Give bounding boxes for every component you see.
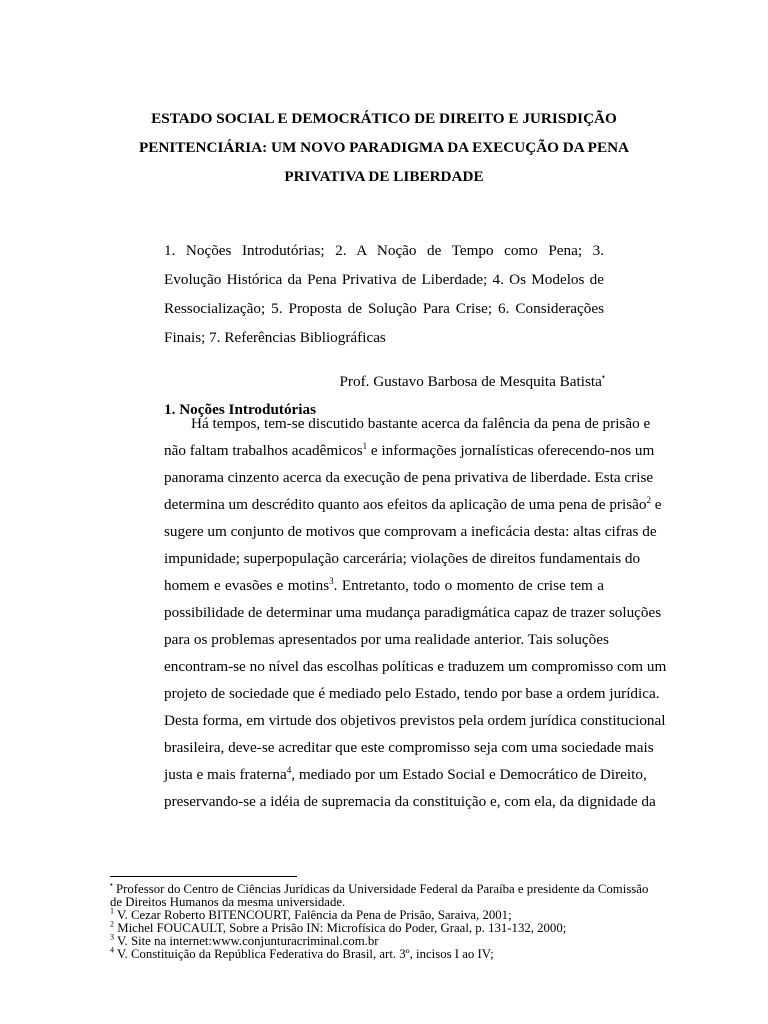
footnote-4: $^4$ V. Constituição da República Federativa do Brasil, art. 3º, incisos I ao IV;: [110, 945, 494, 961]
footnote-author: • Professor do Centro de Ciências Jurídicas da Universidade Federal da Paraíba e presidente da Comissão de Direitos Humanos da mesma universidade.: [110, 880, 649, 909]
title-line-3: PRIVATIVA DE LIBERDADE: [284, 168, 484, 185]
body-line: Há tempos, tem-se discutido bastante acerca da falência da pena de prisão e: [191, 415, 651, 432]
toc-line-3: Ressocialização; 5. Proposta de Solução Para Crise; 6. Considerações: [164, 300, 604, 317]
footnote-number: 2: [110, 919, 114, 929]
footnote-ref: 2: [646, 494, 651, 505]
body-line: projeto de sociedade que é mediado pelo Estado, tendo por base a ordem jurídica.: [164, 685, 660, 702]
body-paragraph: [164, 410, 667, 815]
footnote-ref: 3: [329, 575, 334, 586]
section-heading: 1. Noções Introdutórias: [164, 401, 317, 418]
body-line: homem e evasões e motins$^3$. Entretanto, todo o momento de crise tem a: [164, 575, 604, 594]
footnote-2: $^2$ Michel FOUCAULT, Sobre a Prisão IN: Microfísica do Poder, Graal, p. 131-132, 2000;: [110, 919, 567, 935]
body-line: não faltam trabalhos acadêmicos$^1$ e informações jornalísticas oferecendo-nos um: [164, 440, 655, 459]
footnote-number: 3: [110, 932, 114, 942]
body-line: Desta forma, em virtude dos objetivos previstos pela ordem jurídica constitucional: [164, 712, 666, 729]
footnote-number: 1: [110, 906, 114, 916]
body-line: encontram-se no nível das escolhas políticas e traduzem um compromisso com um: [164, 658, 667, 675]
title-line-1: ESTADO SOCIAL E DEMOCRÁTICO DE DIREITO E JURISDIÇÃO: [151, 110, 617, 127]
footnote-3: $^3$ V. Site na internet:www.conjunturacriminal.com.br: [110, 932, 379, 948]
body-line: panorama cinzento acerca da execução de pena privativa de liberdade. Esta crise: [164, 469, 654, 486]
footnote-number: 4: [110, 945, 114, 955]
toc-line-4: Finais; 7. Referências Bibliográficas: [164, 329, 386, 346]
body-line: preservando-se a idéia de supremacia da constituição e, com ela, da dignidade da: [164, 793, 656, 810]
toc-line-1: 1. Noções Introdutórias; 2. A Noção de Tempo como Pena; 3.: [164, 242, 604, 259]
footnote-ref: 1: [362, 440, 368, 451]
body-line: para os problemas apresentados por uma realidade anterior. Tais soluções: [164, 631, 609, 648]
body-line: brasileira, deve-se acreditar que este compromisso seja com uma sociedade mais: [164, 739, 654, 756]
author-byline: [339, 373, 605, 391]
toc-line-2: Evolução Histórica da Pena Privativa de Liberdade; 4. Os Modelos de: [164, 271, 604, 288]
author-name: Prof. Gustavo Barbosa de Mesquita Batista: [339, 373, 602, 390]
body-line: impunidade; superpopulação carcerária; violações de direitos fundamentais do: [164, 550, 641, 567]
paper-title: [110, 104, 658, 191]
body-line: justa e mais fraterna$^4$, mediado por um Estado Social e Democrático de Direito,: [164, 764, 647, 783]
body-line: possibilidade de determinar uma mudança paradigmática capaz de trazer soluções: [164, 604, 662, 621]
author-footnote-marker: •: [601, 371, 605, 382]
footnote-marker: •: [110, 880, 113, 890]
footnote-ref: 4: [286, 764, 292, 775]
footnotes: [110, 880, 658, 961]
body-line: sugere um conjunto de motivos que comprovam a ineficácia desta: altas cifras de: [164, 523, 657, 540]
footnote-divider: [110, 876, 297, 877]
title-line-2: PENITENCIÁRIA: UM NOVO PARADIGMA DA EXECUÇÃO DA PENA: [138, 139, 630, 156]
table-of-contents: [164, 236, 604, 352]
footnote-1: $^1$ V. Cezar Roberto BITENCOURT, Falência da Pena de Prisão, Saraiva, 2001;: [110, 906, 512, 922]
body-line: determina um descrédito quanto aos efeitos da aplicação de uma pena de prisão$^2$ e: [164, 494, 662, 513]
